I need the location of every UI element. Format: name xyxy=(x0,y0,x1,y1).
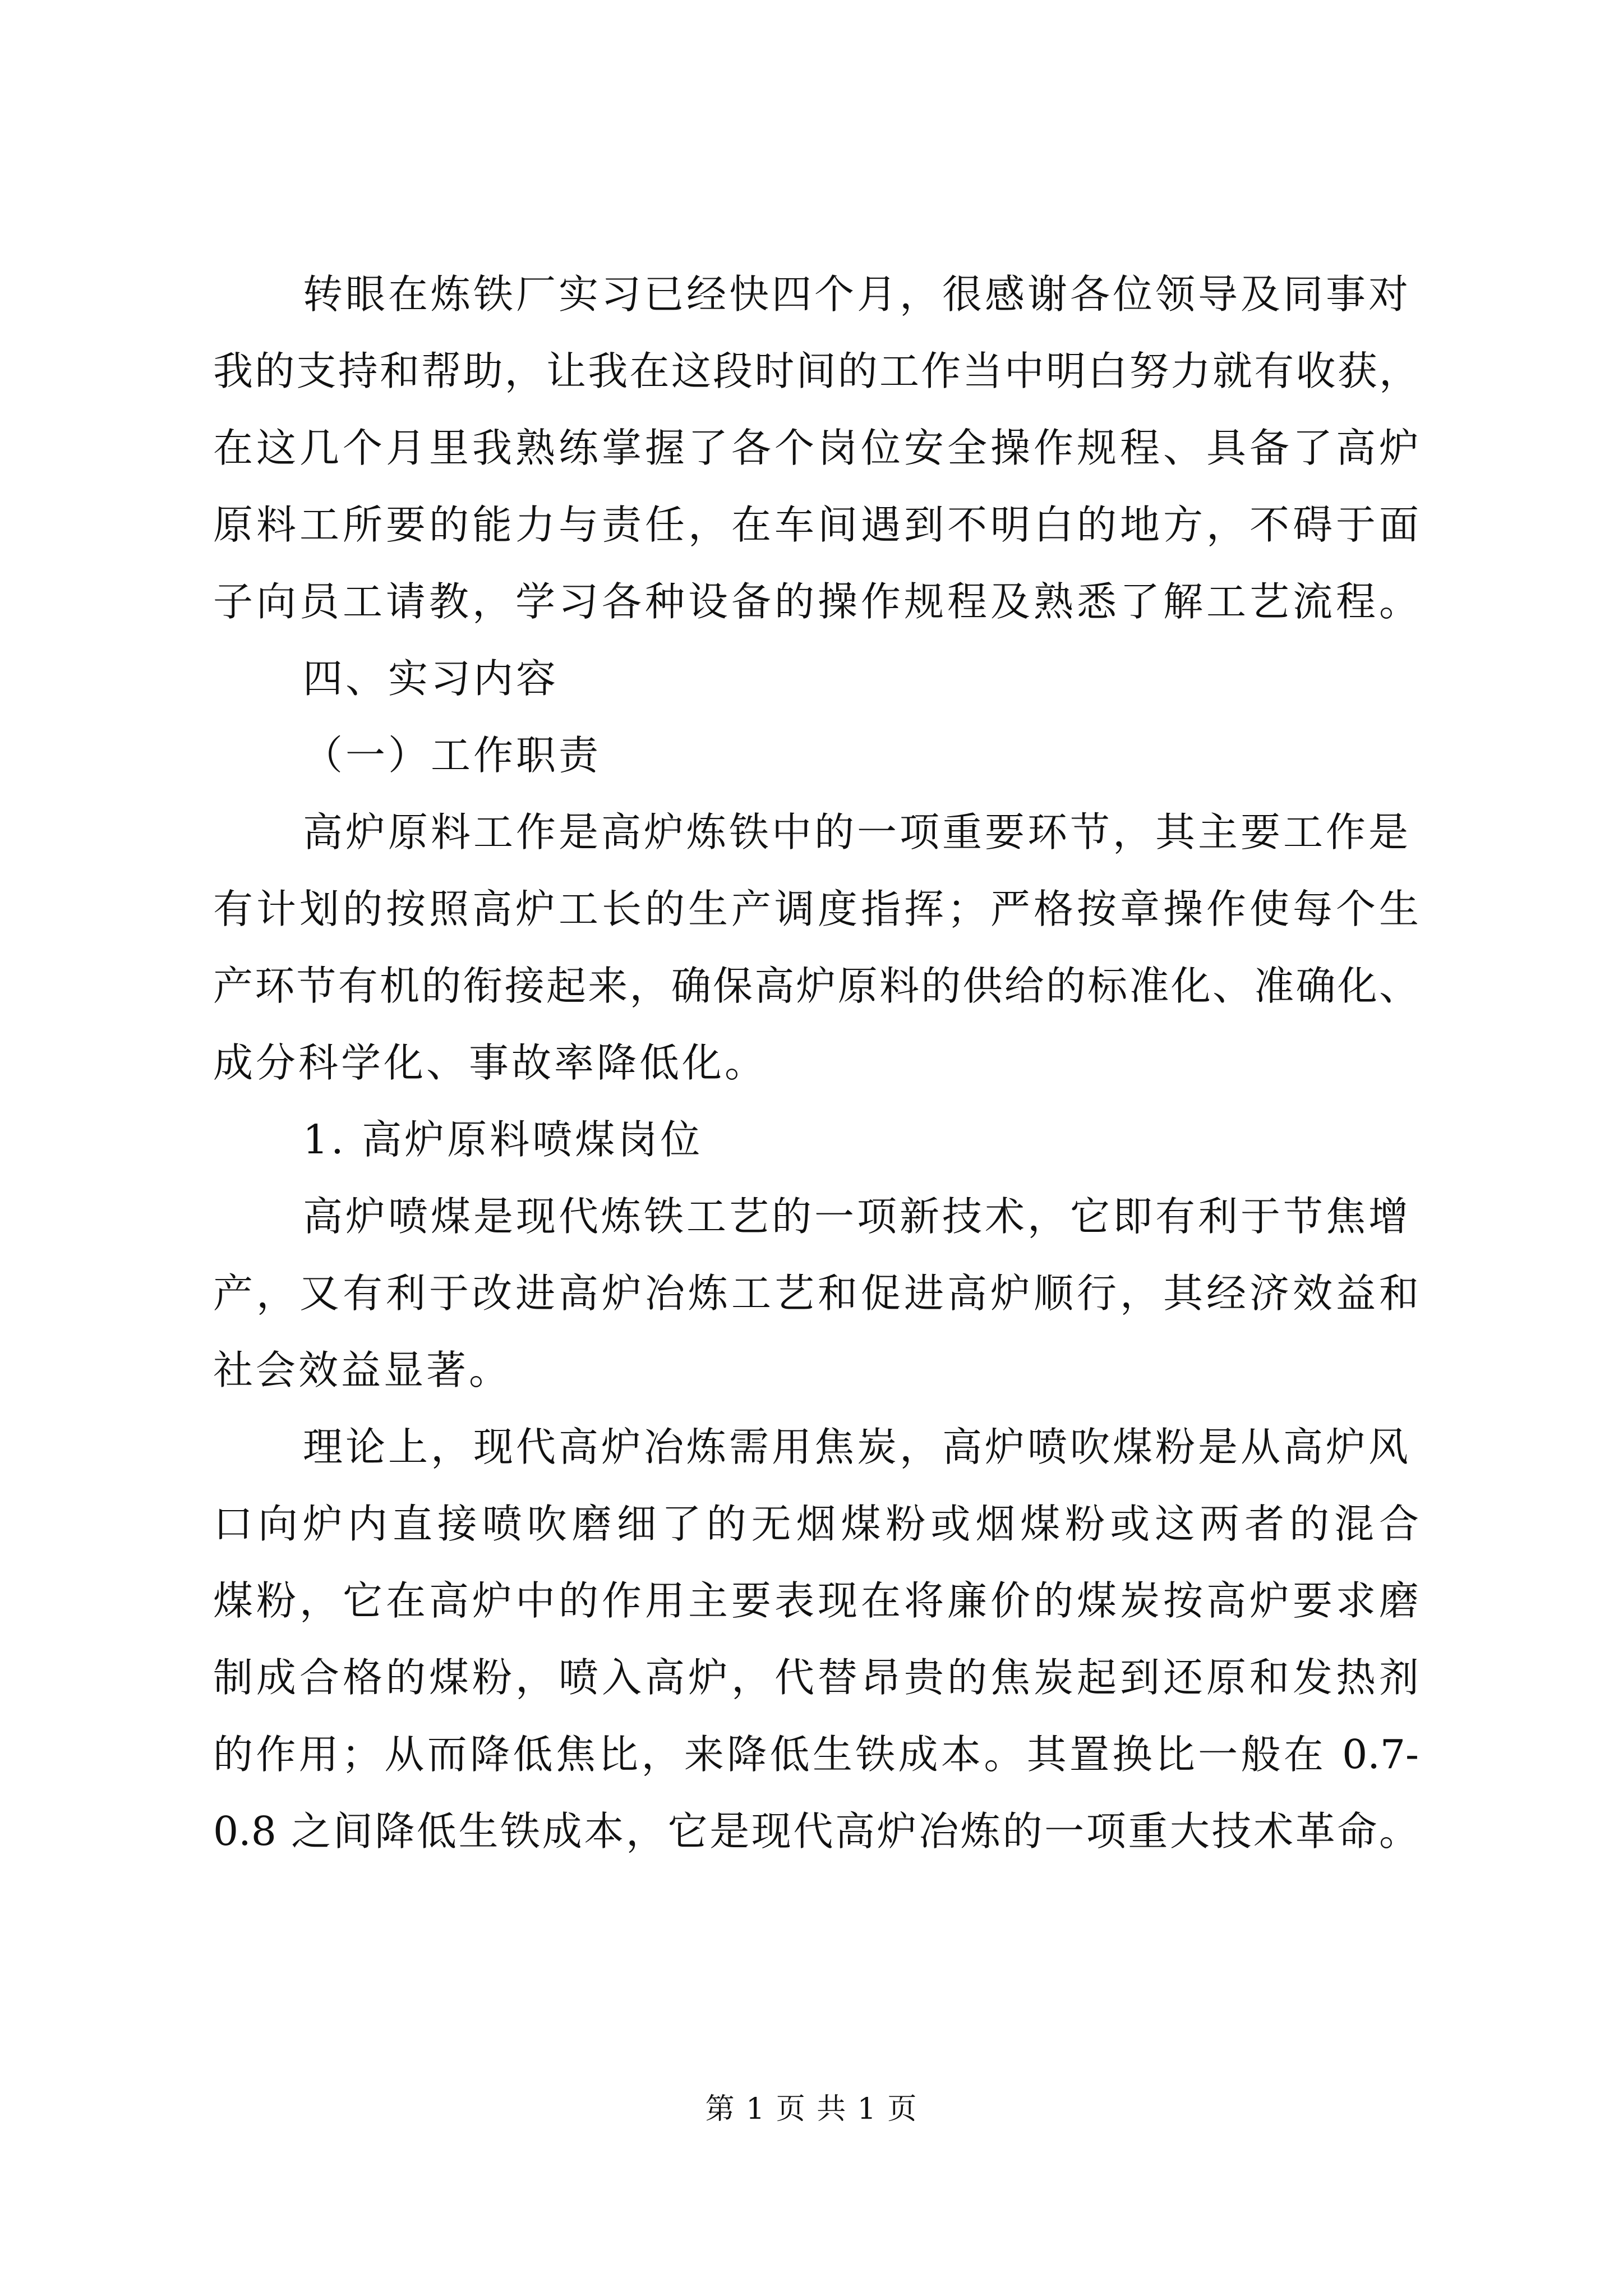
paragraph-1-line-2: 我的支持和帮助，让我在这段时间的工作当中明白努力就有收获， xyxy=(213,348,1419,394)
paragraph-1-line-5: 子向员工请教，学习各种设备的操作规程及熟悉了解工艺流程。 xyxy=(213,578,1419,625)
paragraph-4-line-4: 制成合格的煤粉，喷入高炉，代替昂贵的焦炭起到还原和发热剂 xyxy=(213,1654,1419,1701)
paragraph-1-line-1: 转眼在炼铁厂实习已经快四个月，很感谢各位领导及同事对 xyxy=(303,271,1412,318)
subsection-heading: （一）工作职责 xyxy=(303,732,602,779)
paragraph-4-line-3: 煤粉，它在高炉中的作用主要表现在将廉价的煤炭按高炉要求磨 xyxy=(213,1577,1419,1624)
paragraph-4-line-1: 理论上，现代高炉冶炼需用焦炭，高炉喷吹煤粉是从高炉风 xyxy=(303,1424,1412,1470)
paragraph-4-line-5: 的作用；从而降低焦比，来降低生铁成本。其置换比一般在 0.7- xyxy=(213,1731,1419,1778)
paragraph-4-line-2: 口向炉内直接喷吹磨细了的无烟煤粉或烟煤粉或这两者的混合 xyxy=(213,1501,1419,1547)
paragraph-3-line-3: 社会效益显著。 xyxy=(213,1347,512,1393)
paragraph-2-line-3: 产环节有机的衔接起来，确保高炉原料的供给的标准化、准确化、 xyxy=(213,963,1419,1009)
page-footer: 第 1 页 共 1 页 xyxy=(705,2092,918,2126)
paragraph-3-line-1: 高炉喷煤是现代炼铁工艺的一项新技术，它即有利于节焦增 xyxy=(303,1193,1412,1240)
paragraph-2-line-4: 成分科学化、事故率降低化。 xyxy=(213,1039,768,1086)
paragraph-4-line-6: 0.8 之间降低生铁成本，它是现代高炉冶炼的一项重大技术革命。 xyxy=(213,1808,1419,1855)
paragraph-3-line-2: 产，又有利于改进高炉冶炼工艺和促进高炉顺行，其经济效益和 xyxy=(213,1270,1419,1317)
item-heading: 1. 高炉原料喷煤岗位 xyxy=(303,1116,703,1163)
paragraph-2-line-1: 高炉原料工作是高炉炼铁中的一项重要环节，其主要工作是 xyxy=(303,809,1412,855)
section-heading: 四、实习内容 xyxy=(303,655,559,702)
paragraph-2-line-2: 有计划的按照高炉工长的生产调度指挥；严格按章操作使每个生 xyxy=(213,886,1419,932)
paragraph-1-line-4: 原料工所要的能力与责任，在车间遇到不明白的地方，不碍于面 xyxy=(213,501,1419,548)
paragraph-1-line-3: 在这几个月里我熟练掌握了各个岗位安全操作规程、具备了高炉 xyxy=(213,425,1419,471)
